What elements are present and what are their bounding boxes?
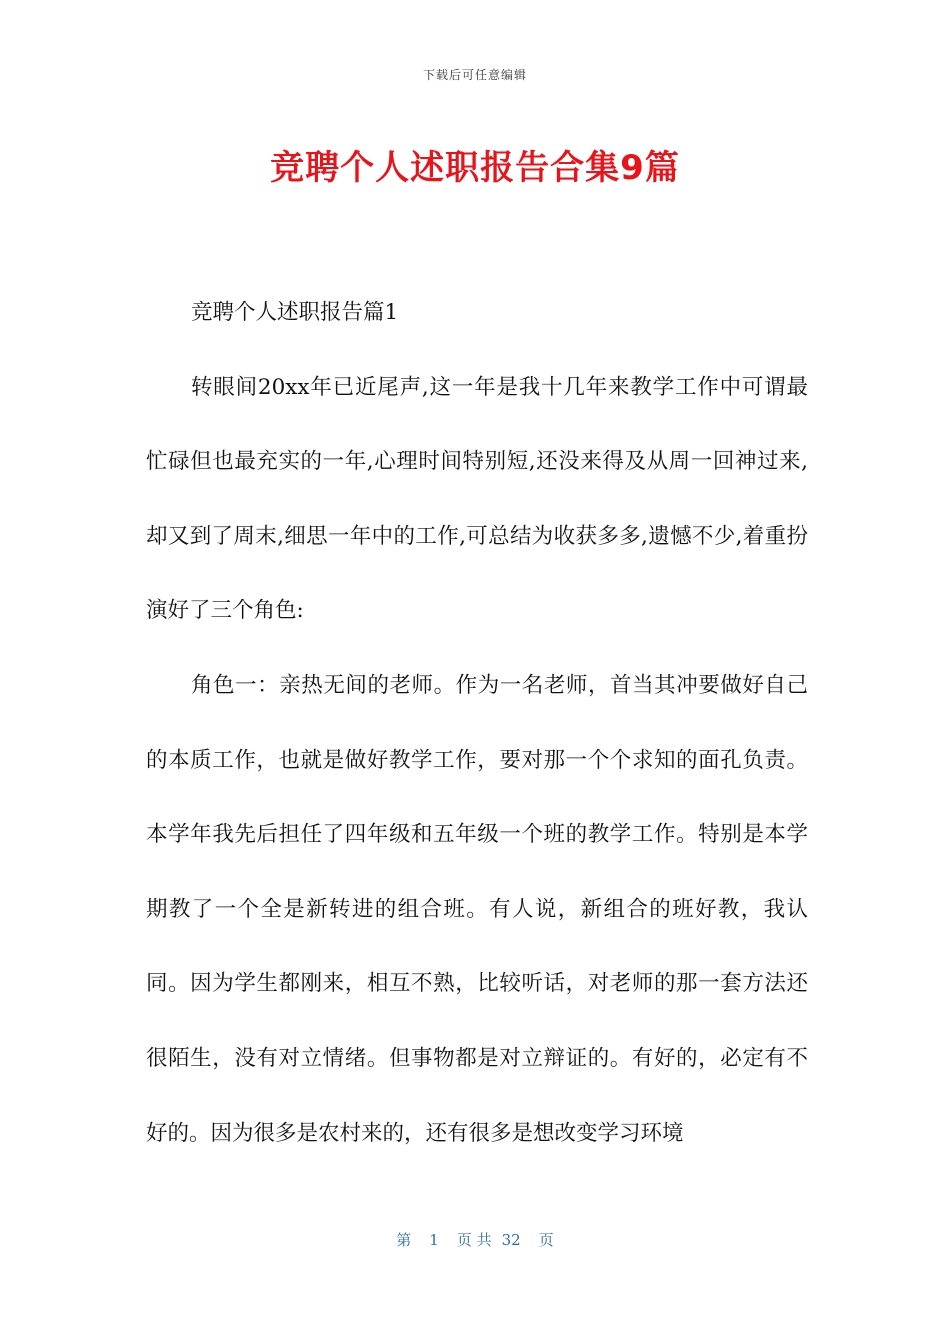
footer-label-page: 第: [396, 1231, 412, 1249]
paragraph-1: 转眼间20xx年已近尾声,这一年是我十几年来教学工作中可谓最忙碌但也最充实的一年,心理时间特别短,还没来得及从周一回神过来,却又到了周末,细思一年中的工作,可总结为收获多多,遗憾不少,着重扮演好了三个角色:: [146, 374, 808, 624]
section-heading: 竞聘个人述职报告篇1: [191, 300, 399, 325]
footer-label-end: 页: [538, 1231, 554, 1249]
document-title: 竞聘个人述职报告合集9篇: [270, 148, 680, 188]
footer-total-pages: 32: [501, 1231, 521, 1249]
document-body: [146, 276, 808, 1171]
header-note: 下载后可任意编辑: [422, 68, 527, 82]
footer-label-total: 页 共: [456, 1231, 492, 1249]
page-footer: [0, 1229, 950, 1250]
footer-current-page: 1: [429, 1231, 439, 1249]
paragraph-2: 角色一：亲热无间的老师。作为一名老师，首当其冲要做好自己的本质工作，也就是做好教学工作，要对那一个个求知的面孔负责。本学年我先后担任了四年级和五年级一个班的教学工作。特别是本学期教了一个全是新转进的组合班。有人说，新组合的班好教，我认同。因为学生都刚来，相互不熟，比较听话，对老师的那一套方法还很陌生，没有对立情绪。但事物都是对立辩证的。有好的，必定有不好的。因为很多是农村来的，还有很多是想改变学习环境: [146, 672, 808, 1146]
